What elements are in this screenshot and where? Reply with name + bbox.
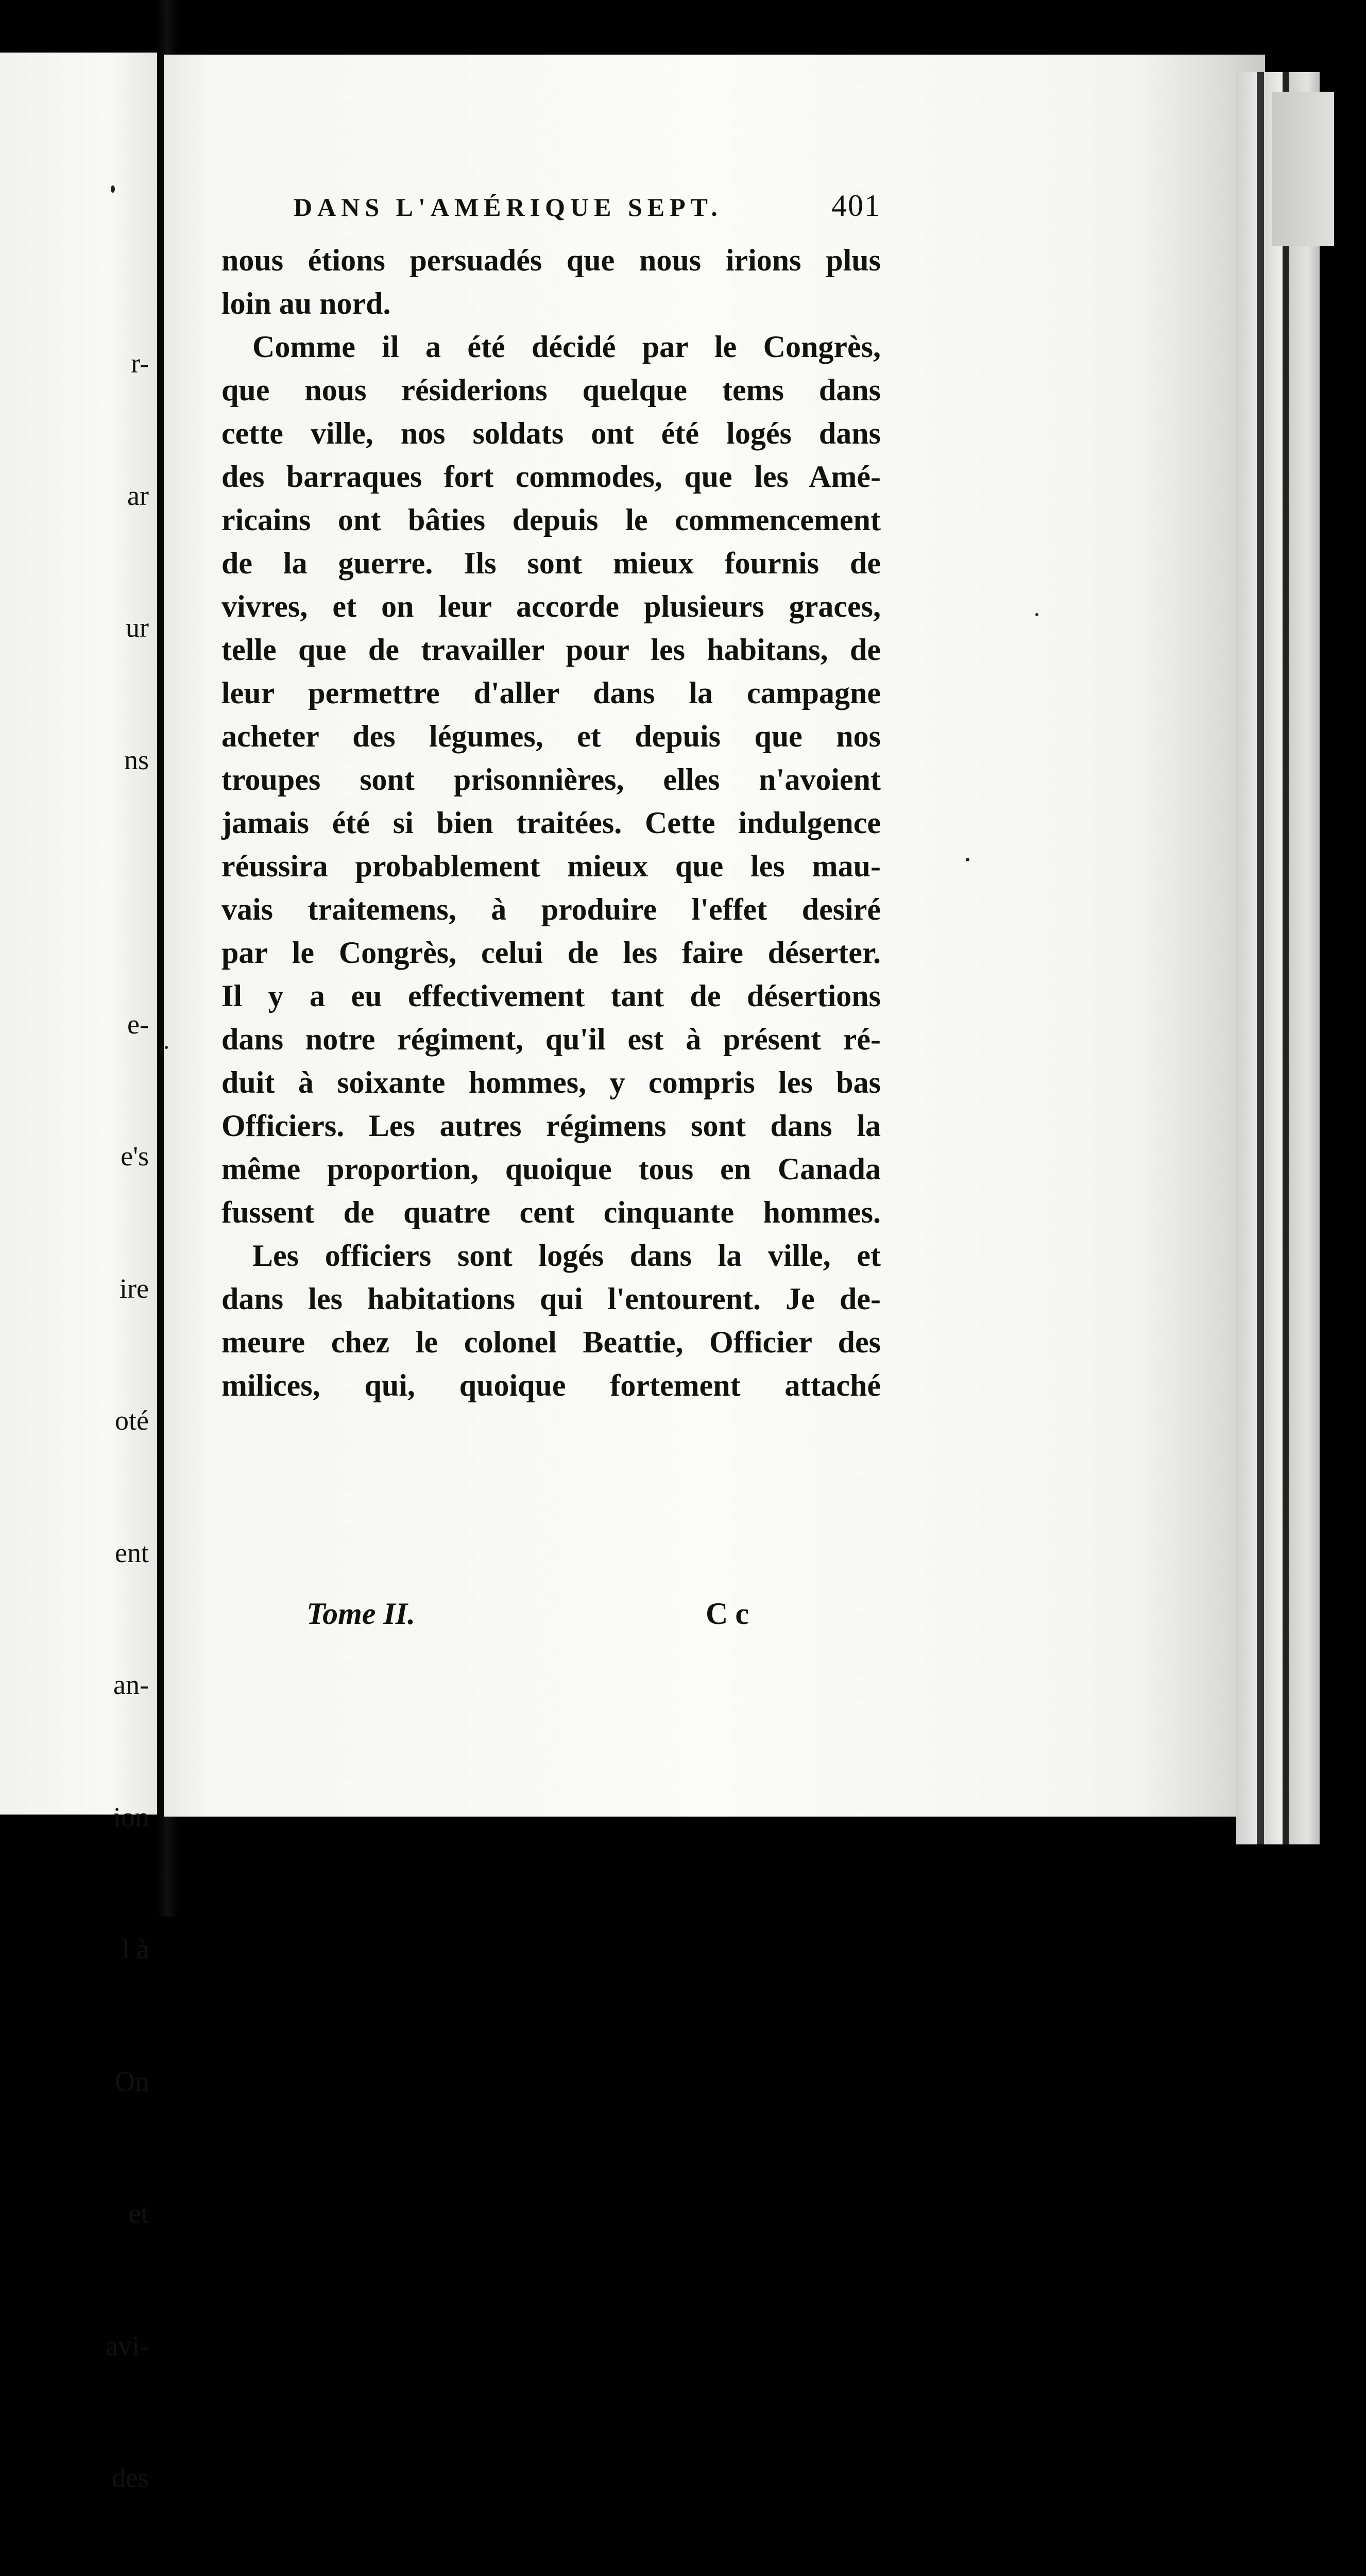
previous-page-line: On (115, 2065, 149, 2097)
text-line: par le Congrès, celui de les faire déserter. (221, 936, 881, 970)
previous-page-line: r- (131, 348, 149, 379)
text-line: leur permettre d'aller dans la campagne (221, 676, 881, 710)
text-line: acheter des légumes, et depuis que nos (221, 719, 881, 753)
previous-page-line: oté (115, 1405, 149, 1436)
page-edge-strip (1289, 72, 1320, 1844)
previous-page-line: des (112, 2462, 149, 2493)
previous-page-line: l à (122, 1934, 149, 1964)
text-line: nous étions persuadés que nous irions plus (221, 243, 881, 277)
previous-page-line: e- (127, 1008, 149, 1040)
text-line: troupes sont prisonnières, elles n'avoient (221, 762, 881, 796)
text-line: Comme il a été décidé par le Congrès, (252, 330, 881, 364)
text-line: Les officiers sont logés dans la ville, et (252, 1239, 881, 1273)
previous-page-line: ent (115, 1537, 149, 1568)
page-edge-strip (1264, 72, 1283, 1844)
page-edge-strip (1283, 72, 1289, 1844)
page-edge-strip (1257, 72, 1264, 1844)
previous-page-line: ire (119, 1273, 149, 1304)
text-line: milices, qui, quoique fortement attaché (221, 1368, 881, 1402)
text-line: dans notre régiment, qu'il est à présent ré- (221, 1022, 881, 1056)
text-line: que nous résiderions quelque tems dans (221, 373, 881, 407)
previous-page-line: e's (121, 1141, 149, 1172)
text-line: duit à soixante hommes, y compris les bas (221, 1065, 881, 1099)
page-edges (1236, 72, 1339, 1844)
running-title: DANS L'AMÉRIQUE SEPT. (294, 193, 723, 222)
text-line: vivres, et on leur accorde plusieurs graces, (221, 589, 881, 623)
previous-page-line: ar (127, 480, 149, 511)
previous-page-line: et (129, 2198, 149, 2229)
text-line: fussent de quatre cent cinquante hommes. (221, 1195, 881, 1229)
previous-page-text (25, 253, 149, 2576)
previous-page-line (25, 870, 149, 914)
scan-speck (111, 185, 115, 193)
text-line: même proportion, quoique tous en Canada (221, 1152, 881, 1186)
text-line: dans les habitations qui l'entourent. Je de- (221, 1282, 881, 1316)
text-line: ricains ont bâties depuis le commencement (221, 503, 881, 537)
scan-speck (1035, 613, 1038, 616)
text-line: Officiers. Les autres régimens sont dans la (221, 1109, 881, 1143)
text-line: loin au nord. (221, 286, 391, 320)
previous-page-line: ns (124, 744, 149, 775)
previous-page-line: avi- (106, 2330, 149, 2361)
previous-page-fragment (0, 53, 157, 2493)
running-head (221, 183, 881, 229)
previous-page-line: an- (113, 1669, 149, 1700)
scan-speck (966, 858, 969, 861)
text-line: telle que de travailler pour les habitans, de (221, 633, 881, 667)
text-line: des barraques fort commodes, que les Amé- (221, 460, 881, 494)
previous-page-line: ur (126, 612, 149, 643)
text-line: meure chez le colonel Beattie, Officier des (221, 1325, 881, 1359)
scan-speck (165, 1046, 168, 1049)
page-edge-strip (1236, 72, 1257, 1844)
volume-signature: Tome II. (306, 1597, 416, 1631)
text-line: cette ville, nos soldats ont été logés dans (221, 416, 881, 450)
text-line: jamais été si bien traitées. Cette indulgence (221, 806, 881, 840)
page-edge-strip (1320, 72, 1339, 1844)
previous-page-line: ion (113, 1801, 149, 1833)
page-edge-tab (1272, 92, 1334, 246)
text-line: réussira probablement mieux que les mau- (221, 849, 881, 883)
text-line: vais traitemens, à produire l'effet desiré (221, 892, 881, 926)
page-footer (221, 1592, 881, 1635)
text-line: de la guerre. Ils sont mieux fournis de (221, 546, 881, 580)
gathering-mark: Cc (706, 1597, 756, 1631)
text-line: Il y a eu effectivement tant de désertions (221, 979, 881, 1013)
page-number: 401 (831, 189, 881, 223)
